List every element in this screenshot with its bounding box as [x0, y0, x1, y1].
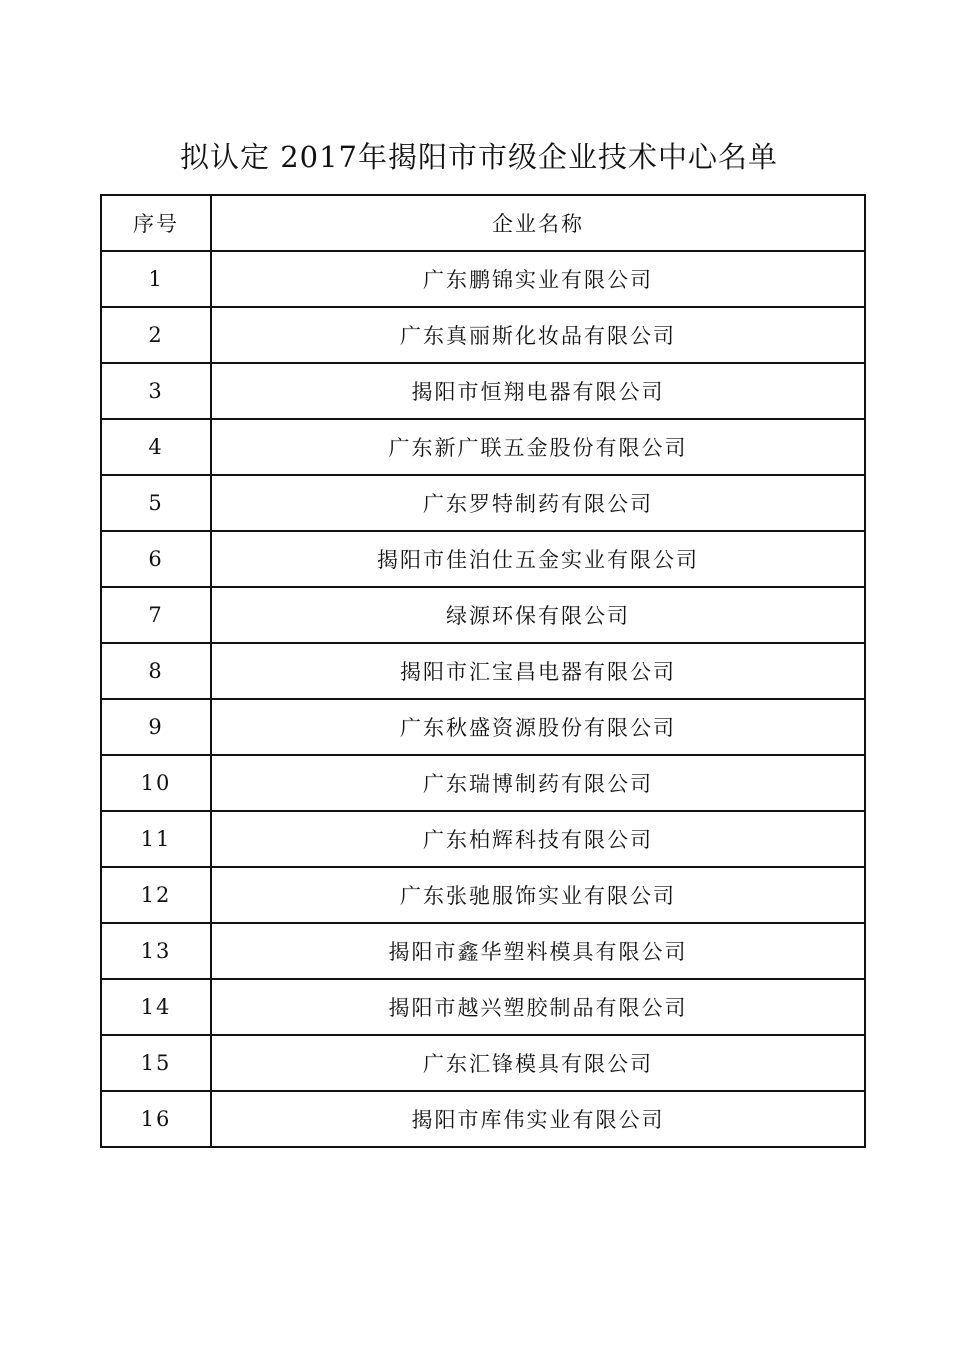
row-index: 1	[101, 251, 211, 307]
row-company-name: 揭阳市恒翔电器有限公司	[211, 363, 865, 419]
row-index: 9	[101, 699, 211, 755]
table-row	[101, 307, 865, 363]
row-company-name: 广东新广联五金股份有限公司	[211, 419, 865, 475]
row-company-name: 广东鹏锦实业有限公司	[211, 251, 865, 307]
table-row	[101, 1035, 865, 1091]
row-company-name: 广东张驰服饰实业有限公司	[211, 867, 865, 923]
row-company-name: 揭阳市库伟实业有限公司	[211, 1091, 865, 1147]
row-index: 16	[101, 1091, 211, 1147]
table-row	[101, 363, 865, 419]
row-index: 5	[101, 475, 211, 531]
row-index: 14	[101, 979, 211, 1035]
table-row	[101, 531, 865, 587]
table-row	[101, 475, 865, 531]
row-index: 10	[101, 755, 211, 811]
row-company-name: 广东真丽斯化妆品有限公司	[211, 307, 865, 363]
row-company-name: 广东秋盛资源股份有限公司	[211, 699, 865, 755]
row-index: 12	[101, 867, 211, 923]
row-index: 11	[101, 811, 211, 867]
row-company-name: 广东瑞博制药有限公司	[211, 755, 865, 811]
row-index: 13	[101, 923, 211, 979]
table-row	[101, 643, 865, 699]
row-company-name: 揭阳市鑫华塑料模具有限公司	[211, 923, 865, 979]
table-row	[101, 1091, 865, 1147]
row-company-name: 广东罗特制药有限公司	[211, 475, 865, 531]
table-row	[101, 811, 865, 867]
enterprise-table	[100, 194, 866, 1148]
row-index: 15	[101, 1035, 211, 1091]
column-header-name: 企业名称	[211, 195, 865, 251]
table-row	[101, 419, 865, 475]
table-row	[101, 587, 865, 643]
table-row	[101, 251, 865, 307]
table-row	[101, 979, 865, 1035]
column-header-index: 序号	[101, 195, 211, 251]
table-row	[101, 699, 865, 755]
row-index: 6	[101, 531, 211, 587]
row-company-name: 揭阳市越兴塑胶制品有限公司	[211, 979, 865, 1035]
table-header-row	[101, 195, 865, 251]
row-company-name: 广东柏辉科技有限公司	[211, 811, 865, 867]
row-company-name: 揭阳市汇宝昌电器有限公司	[211, 643, 865, 699]
table-row	[101, 923, 865, 979]
row-index: 8	[101, 643, 211, 699]
row-company-name: 揭阳市佳泊仕五金实业有限公司	[211, 531, 865, 587]
row-index: 2	[101, 307, 211, 363]
table-row	[101, 755, 865, 811]
row-index: 4	[101, 419, 211, 475]
table-row	[101, 867, 865, 923]
row-company-name: 广东汇锋模具有限公司	[211, 1035, 865, 1091]
page-title: 拟认定 2017年揭阳市市级企业技术中心名单	[179, 140, 779, 174]
row-company-name: 绿源环保有限公司	[211, 587, 865, 643]
row-index: 7	[101, 587, 211, 643]
row-index: 3	[101, 363, 211, 419]
